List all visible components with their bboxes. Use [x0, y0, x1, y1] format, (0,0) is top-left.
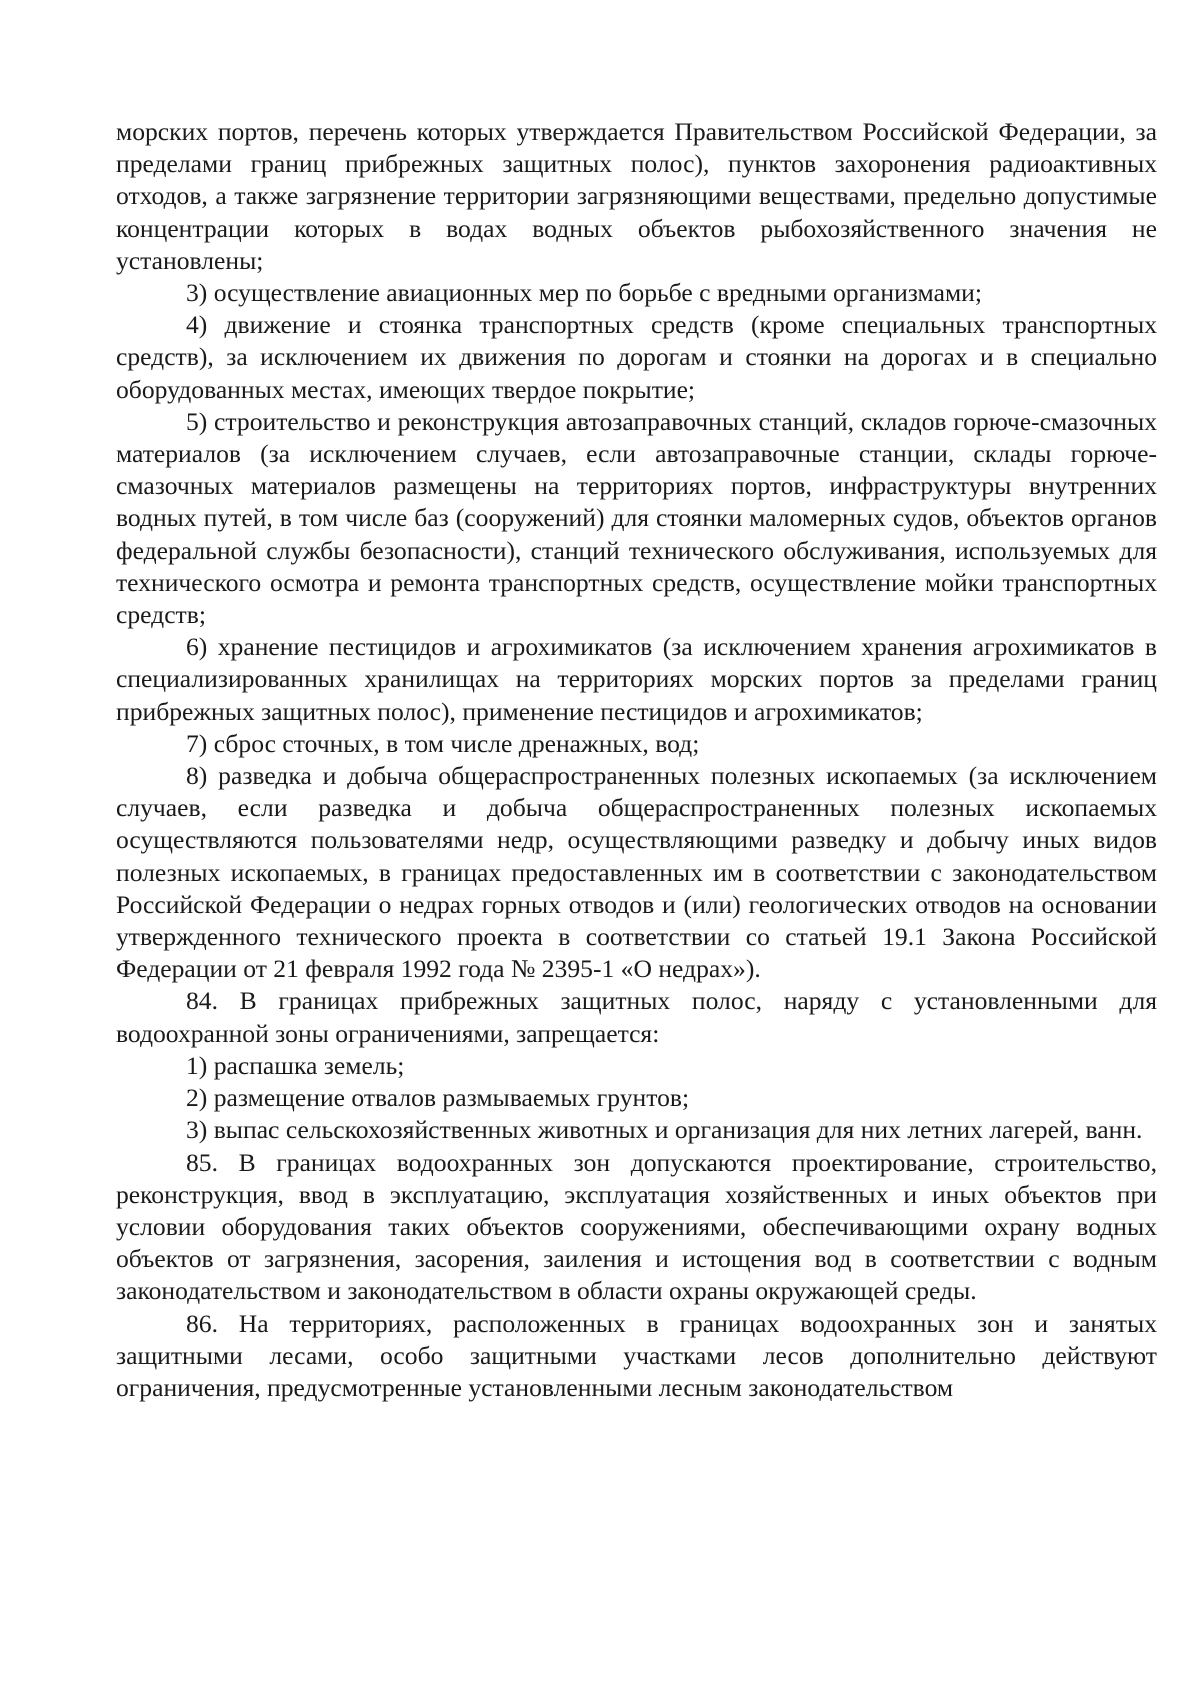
list-item-3-aviation-measures: 3) осуществление авиационных мер по борьбе с вредными организмами;	[186, 278, 982, 308]
list-item-4-vehicle-movement: 4) движение и стоянка транспортных средств (кроме специальных транспортных средств), за исключением их движения по дорогам и стоянки на дорогах и в специально оборудованных местах, имеющих твердое покрытие;	[116, 310, 1157, 404]
clause-84: 84. В границах прибрежных защитных полос, наряду с установленными для водоохранной зоны ограничениями, запрещается:	[116, 986, 1157, 1048]
list-item-5-fuel-stations: 5) строительство и реконструкция автозаправочных станций, складов горюче-смазочных материалов (за исключением случаев, если автозаправочные станции, склады горюче-смазочных материалов размещены на территориях портов, инфраструктуры внутренних водных путей, в том числе баз (сооружений) для стоянки маломерных судов, объектов органов федеральной службы безопасности), станций технического обслуживания, используемых для технического осмотра и ремонта транспортных средств, осуществление мойки транспортных средств;	[116, 406, 1157, 630]
document-page	[116, 116, 1157, 1404]
list-item-6-pesticides: 6) хранение пестицидов и агрохимикатов (за исключением хранения агрохимикатов в специализированных хранилищах на территориях морских портов за пределами границ прибрежных защитных полос), применение пестицидов и агрохимикатов;	[116, 632, 1157, 726]
clause-86: 86. На территориях, расположенных в границах водоохранных зон и занятых защитными лесами, особо защитными участками лесов дополнительно действуют ограничения, предусмотренные установленными лесным законодательством	[116, 1308, 1157, 1402]
paragraph-continuation: морских портов, перечень которых утверждается Правительством Российской Федерации, за пределами границ прибрежных защитных полос), пунктов захоронения радиоактивных отходов, а также загрязнение территории загрязняющими веществами, предельно допустимые концентрации которых в водах водных объектов рыбохозяйственного значения не установлены;	[116, 117, 1157, 275]
clause-84-item-2: 2) размещение отвалов размываемых грунтов;	[186, 1083, 690, 1113]
clause-85: 85. В границах водоохранных зон допускаются проектирование, строительство, реконструкция, ввод в эксплуатацию, эксплуатация хозяйственных и иных объектов при условии оборудования таких объектов сооружениями, обеспечивающими охрану водных объектов от загрязнения, засорения, заиления и истощения вод в соответствии с водным законодательством и законодательством в области охраны окружающей среды.	[116, 1147, 1157, 1306]
list-item-7-wastewater: 7) сброс сточных, в том числе дренажных, вод;	[186, 728, 700, 758]
list-item-8-mining: 8) разведка и добыча общераспространенных полезных ископаемых (за исключением случаев, если разведка и добыча общераспространенных полезных ископаемых осуществляются пользователями недр, осуществляющими разведку и добычу иных видов полезных ископаемых, в границах предоставленных им в соответствии с законодательством Российской Федерации о недрах горных отводов и (или) геологических отводов на основании утвержденного технического проекта в соответствии со статьей 19.1 Закона Российской Федерации от 21 февраля 1992 года № 2395-1 «О недрах»).	[116, 761, 1157, 984]
clause-84-item-3: 3) выпас сельскохозяйственных животных и организация для них летних лагерей, ванн.	[186, 1115, 1143, 1145]
clause-84-item-1: 1) распашка земель;	[186, 1050, 405, 1080]
